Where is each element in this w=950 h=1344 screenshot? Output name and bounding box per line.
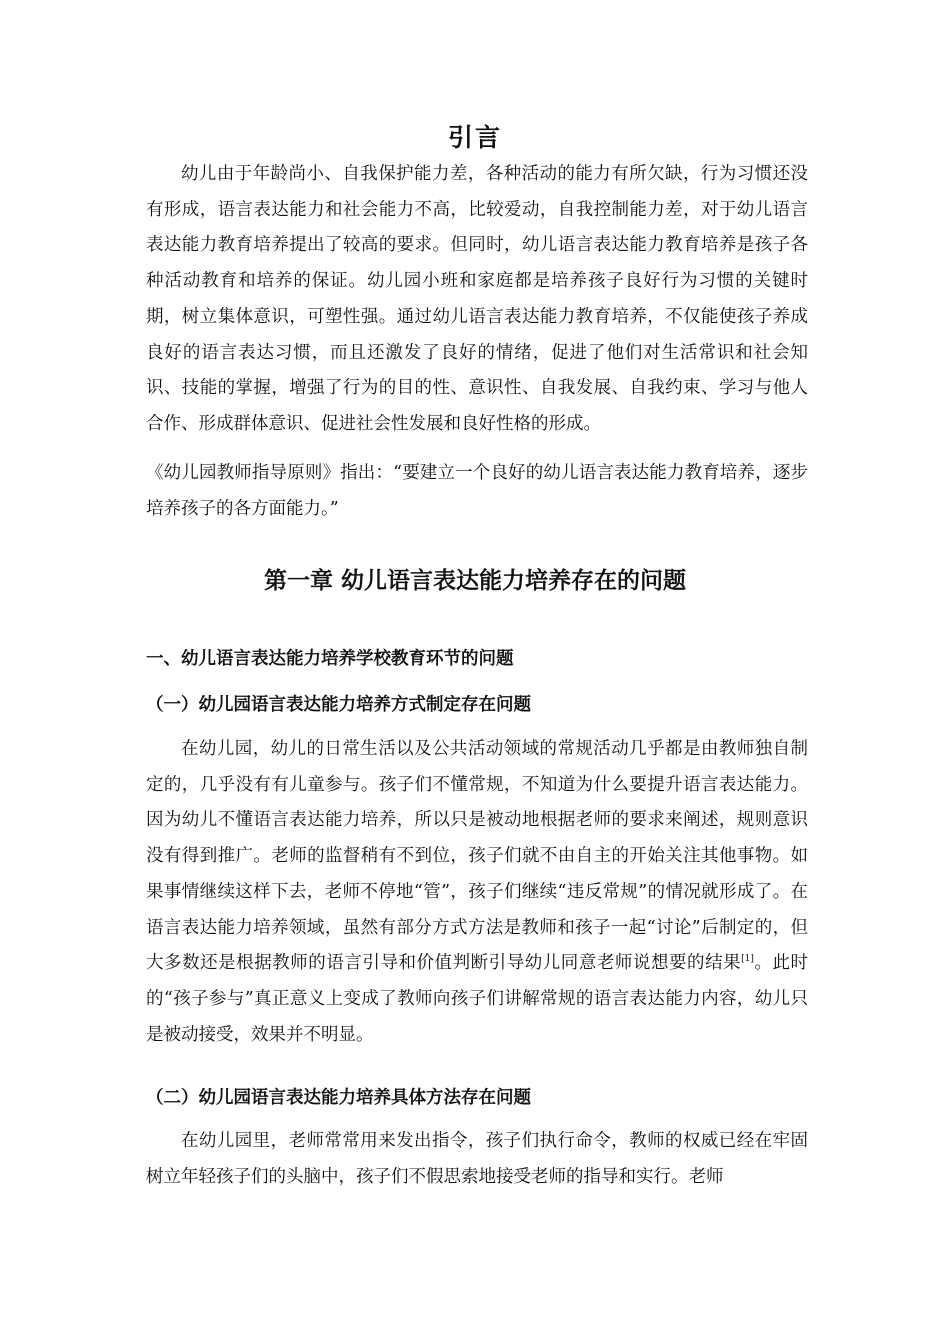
citation-marker: [1] xyxy=(741,954,754,965)
intro-paragraph-1: 幼儿由于年龄尚小、自我保护能力差，各种活动的能力有所欠缺，行为习惯还没有形成，语言表达能力和社会能力不高，比较爱动，自我控制能力差，对于幼儿语言表达能力教育培养提出了较高的要求。但同时，幼儿语言表达能力教育培养是孩子各种活动教育和培养的保证。幼儿园小班和家庭都是培养孩子良好行为习惯的关键时期，树立集体意识，可塑性强。通过幼儿语言表达能力教育培养，不仅能使孩子养成良好的语言表达习惯，而且还激发了良好的情绪，促进了他们对生活常识和社会知识、技能的掌握，增强了行为的目的性、意识性、自我发展、自我约束、学习与他人合作、形成群体意识、促进社会性发展和良好性格的形成。 xyxy=(146,164,808,434)
intro-title: 引言 xyxy=(447,123,502,152)
subsection-heading-1: （一）幼儿园语言表达能力培养方式制定存在问题 xyxy=(146,695,531,715)
section-heading: 一、幼儿语言表达能力培养学校教育环节的问题 xyxy=(146,649,514,669)
subsection-heading-2: （二）幼儿园语言表达能力培养具体方法存在问题 xyxy=(146,1088,531,1108)
subsection-1-text-b: 。此时的“孩子参与”真正意义上变成了教师向孩子们讲解常规的语言表达能力内容，幼儿只是被动接受，效果并不明显。 xyxy=(146,953,809,1045)
subsection-1-text-a: 在幼儿园，幼儿的日常生活以及公共活动领域的常规活动几乎都是由教师独自制定的，几乎没有有儿童参与。孩子们不懂常规，不知道为什么要提升语言表达能力。因为幼儿不懂语言表达能力培养，所以只是被动地根据老师的要求来阐述，规则意识没有得到推广。老师的监督稍有不到位，孩子们就不由自主的开始关注其他事物。如果事情继续这样下去，老师不停地“管”，孩子们继续“违反常规”的情况就形成了。在语言表达能力培养领域，虽然有部分方式方法是教师和孩子一起“讨论”后制定的，但大多数还是根据教师的语言引导和价值判断引导幼儿同意老师说想要的结果 xyxy=(146,739,808,974)
subsection-1-paragraph xyxy=(146,732,808,1053)
chapter-title: 第一章 幼儿语言表达能力培养存在的问题 xyxy=(263,568,686,594)
intro-paragraph-2: 《幼儿园教师指导原则》指出：“要建立一个良好的幼儿语言表达能力教育培养，逐步培养孩子的各方面能力。” xyxy=(146,463,808,519)
subsection-2-paragraph: 在幼儿园里，老师常常用来发出指令，孩子们执行命令，教师的权威已经在牢固树立年轻孩子们的头脑中，孩子们不假思索地接受老师的指导和实行。老师 xyxy=(146,1131,808,1187)
